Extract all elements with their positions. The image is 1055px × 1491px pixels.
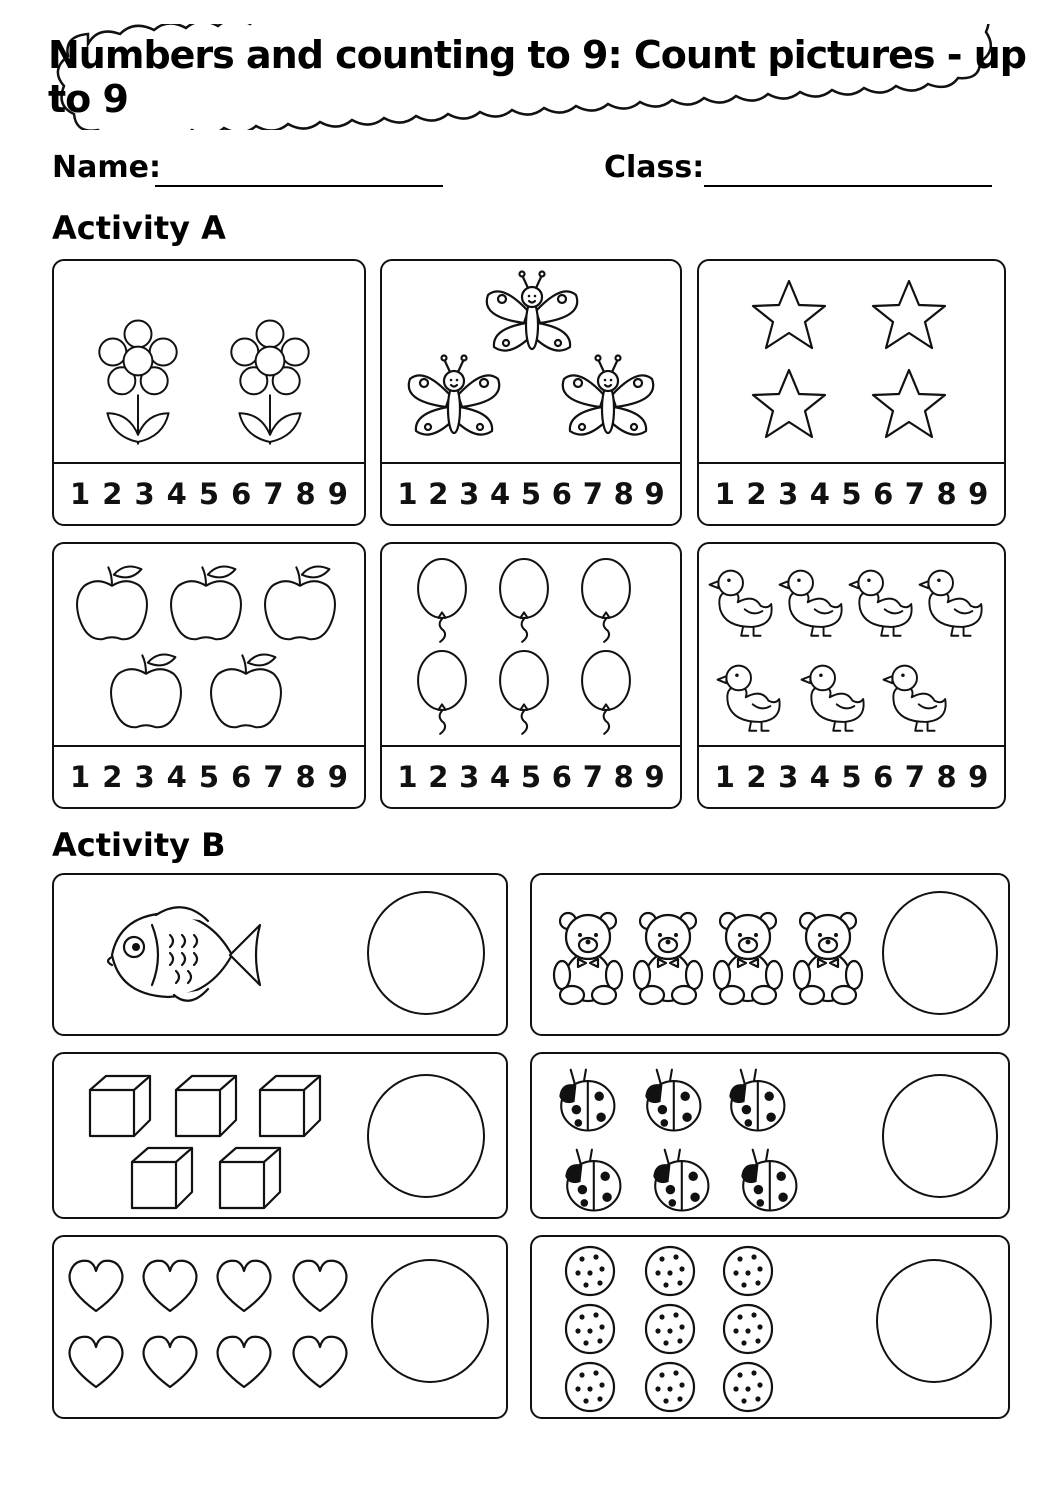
- apple-icon: [111, 655, 181, 728]
- activity-b-card: [52, 1052, 508, 1219]
- heart-icon: [218, 1261, 271, 1311]
- number-choice[interactable]: 2: [102, 760, 123, 794]
- answer-circle[interactable]: [367, 1074, 485, 1198]
- star-icon: [753, 370, 825, 437]
- activity-b-card: [52, 873, 508, 1036]
- number-choice[interactable]: 2: [102, 477, 123, 511]
- flower-icon: [231, 321, 308, 444]
- butterfly-icon: [563, 356, 653, 435]
- number-choice-row: [699, 462, 1004, 524]
- number-choice[interactable]: 5: [198, 477, 220, 511]
- number-choice[interactable]: 4: [166, 477, 187, 511]
- number-choice[interactable]: 2: [746, 760, 767, 794]
- number-choice-row: [54, 462, 364, 524]
- number-choice[interactable]: 4: [166, 760, 187, 794]
- picture-area: [382, 261, 682, 464]
- teddy-bear-icon: [634, 913, 702, 1004]
- number-choice[interactable]: 3: [778, 760, 799, 794]
- number-choice[interactable]: 4: [490, 477, 511, 511]
- apple-icon: [171, 567, 241, 640]
- activity-b-card: [530, 1235, 1010, 1419]
- number-choice[interactable]: 2: [428, 477, 449, 511]
- cookie-icon: [724, 1363, 772, 1411]
- number-choice[interactable]: 9: [968, 477, 989, 511]
- name-label: Name:: [52, 150, 161, 185]
- heart-icon: [70, 1261, 123, 1311]
- answer-circle[interactable]: [371, 1259, 489, 1383]
- duck-icon: [920, 571, 982, 636]
- apple-icon: [211, 655, 281, 728]
- number-choice[interactable]: 1: [714, 760, 735, 794]
- number-choice[interactable]: 4: [809, 477, 830, 511]
- number-choice[interactable]: 8: [936, 477, 957, 511]
- butterfly-icon: [409, 356, 499, 435]
- number-choice[interactable]: 7: [904, 477, 925, 511]
- number-choice[interactable]: 9: [644, 760, 665, 794]
- number-choice-row: [382, 462, 680, 524]
- cookie-icon: [646, 1363, 694, 1411]
- number-choice[interactable]: 8: [295, 760, 316, 794]
- answer-circle[interactable]: [882, 891, 998, 1015]
- teddy-bear-icon: [794, 913, 862, 1004]
- activity-a-card: [697, 259, 1006, 526]
- cookie-icon: [724, 1247, 772, 1295]
- heart-icon: [144, 1261, 197, 1311]
- heart-icon: [70, 1337, 123, 1387]
- number-choice-row: [54, 745, 364, 807]
- ladybug-icon: [729, 1070, 784, 1131]
- butterfly-icon: [487, 272, 577, 351]
- duck-icon: [850, 571, 912, 636]
- number-choice[interactable]: 6: [231, 760, 252, 794]
- ladybug-icon: [645, 1070, 700, 1131]
- duck-icon: [710, 571, 772, 636]
- number-choice[interactable]: 5: [520, 477, 542, 511]
- number-choice[interactable]: 7: [904, 760, 925, 794]
- cookie-icon: [566, 1363, 614, 1411]
- number-choice[interactable]: 8: [936, 760, 957, 794]
- number-choice[interactable]: 1: [714, 477, 735, 511]
- heart-icon: [294, 1337, 347, 1387]
- activity-a-heading: Activity A: [52, 209, 226, 247]
- cube-icon: [90, 1076, 150, 1136]
- number-choice[interactable]: 3: [134, 760, 155, 794]
- number-choice[interactable]: 4: [490, 760, 511, 794]
- balloon-icon: [418, 559, 466, 642]
- number-choice-row: [699, 745, 1004, 807]
- number-choice[interactable]: 1: [397, 477, 418, 511]
- picture-area: [54, 544, 366, 747]
- number-choice[interactable]: 8: [613, 760, 634, 794]
- cube-icon: [132, 1148, 192, 1208]
- number-choice[interactable]: 6: [551, 760, 572, 794]
- activity-b-card: [530, 873, 1010, 1036]
- answer-circle[interactable]: [876, 1259, 992, 1383]
- answer-circle[interactable]: [367, 891, 485, 1015]
- answer-circle[interactable]: [882, 1074, 998, 1198]
- number-choice[interactable]: 9: [327, 477, 348, 511]
- number-choice[interactable]: 3: [778, 477, 799, 511]
- number-choice[interactable]: 1: [70, 760, 91, 794]
- apple-icon: [77, 567, 147, 640]
- cookie-icon: [566, 1247, 614, 1295]
- number-choice[interactable]: 7: [263, 760, 284, 794]
- number-choice[interactable]: 7: [582, 760, 603, 794]
- number-choice[interactable]: 2: [428, 760, 449, 794]
- teddy-bear-icon: [554, 913, 622, 1004]
- heart-icon: [144, 1337, 197, 1387]
- number-choice[interactable]: 7: [263, 477, 284, 511]
- cookie-icon: [646, 1305, 694, 1353]
- picture-area: [382, 544, 682, 747]
- duck-icon: [718, 666, 780, 731]
- number-choice[interactable]: 9: [327, 760, 348, 794]
- picture-area: [699, 261, 1006, 464]
- activity-a-card: [52, 259, 366, 526]
- number-choice[interactable]: 5: [520, 760, 542, 794]
- activity-b-heading: Activity B: [52, 826, 226, 864]
- duck-icon: [802, 666, 864, 731]
- heart-icon: [294, 1261, 347, 1311]
- duck-icon: [884, 666, 946, 731]
- flower-icon: [99, 321, 176, 444]
- number-choice[interactable]: 5: [841, 760, 862, 794]
- number-choice[interactable]: 7: [582, 477, 603, 511]
- ladybug-icon: [565, 1150, 620, 1211]
- number-choice[interactable]: 1: [70, 477, 91, 511]
- activity-b-card: [530, 1052, 1010, 1219]
- cube-icon: [176, 1076, 236, 1136]
- number-choice[interactable]: 9: [644, 477, 665, 511]
- ladybug-icon: [741, 1150, 796, 1211]
- activity-b-card: [52, 1235, 508, 1419]
- heart-icon: [218, 1337, 271, 1387]
- cube-icon: [260, 1076, 320, 1136]
- page-title: Numbers and counting to 9: Count pictures - up to 9: [48, 33, 1026, 121]
- number-choice[interactable]: 8: [613, 477, 634, 511]
- cookie-icon: [724, 1305, 772, 1353]
- activity-a-card: [380, 259, 682, 526]
- teddy-bear-icon: [714, 913, 782, 1004]
- balloon-icon: [582, 559, 630, 642]
- star-icon: [873, 370, 945, 437]
- number-choice[interactable]: 6: [873, 477, 894, 511]
- duck-icon: [780, 571, 842, 636]
- balloon-icon: [418, 651, 466, 734]
- star-icon: [873, 281, 945, 348]
- number-choice[interactable]: 6: [551, 477, 572, 511]
- number-choice[interactable]: 3: [459, 477, 480, 511]
- number-choice[interactable]: 9: [968, 760, 989, 794]
- number-choice[interactable]: 5: [198, 760, 220, 794]
- class-label: Class:: [604, 150, 705, 185]
- balloon-icon: [582, 651, 630, 734]
- cube-icon: [220, 1148, 280, 1208]
- ladybug-icon: [653, 1150, 708, 1211]
- number-choice[interactable]: 2: [746, 477, 767, 511]
- cookie-icon: [646, 1247, 694, 1295]
- activity-a-card: [380, 542, 682, 809]
- ladybug-icon: [559, 1070, 614, 1131]
- cookie-icon: [566, 1305, 614, 1353]
- number-choice[interactable]: 5: [841, 477, 862, 511]
- number-choice-row: [382, 745, 680, 807]
- balloon-icon: [500, 651, 548, 734]
- number-choice[interactable]: 3: [459, 760, 480, 794]
- class-field[interactable]: [704, 185, 992, 187]
- apple-icon: [265, 567, 335, 640]
- number-choice[interactable]: 6: [231, 477, 252, 511]
- fish-icon: [108, 907, 260, 1000]
- title-banner: [48, 24, 1030, 130]
- picture-area: [54, 261, 366, 464]
- number-choice[interactable]: 8: [295, 477, 316, 511]
- balloon-icon: [500, 559, 548, 642]
- star-icon: [753, 281, 825, 348]
- number-choice[interactable]: 3: [134, 477, 155, 511]
- activity-a-card: [697, 542, 1006, 809]
- activity-a-card: [52, 542, 366, 809]
- number-choice[interactable]: 6: [873, 760, 894, 794]
- number-choice[interactable]: 1: [397, 760, 418, 794]
- picture-area: [699, 544, 1006, 747]
- name-field[interactable]: [155, 185, 443, 187]
- number-choice[interactable]: 4: [809, 760, 830, 794]
